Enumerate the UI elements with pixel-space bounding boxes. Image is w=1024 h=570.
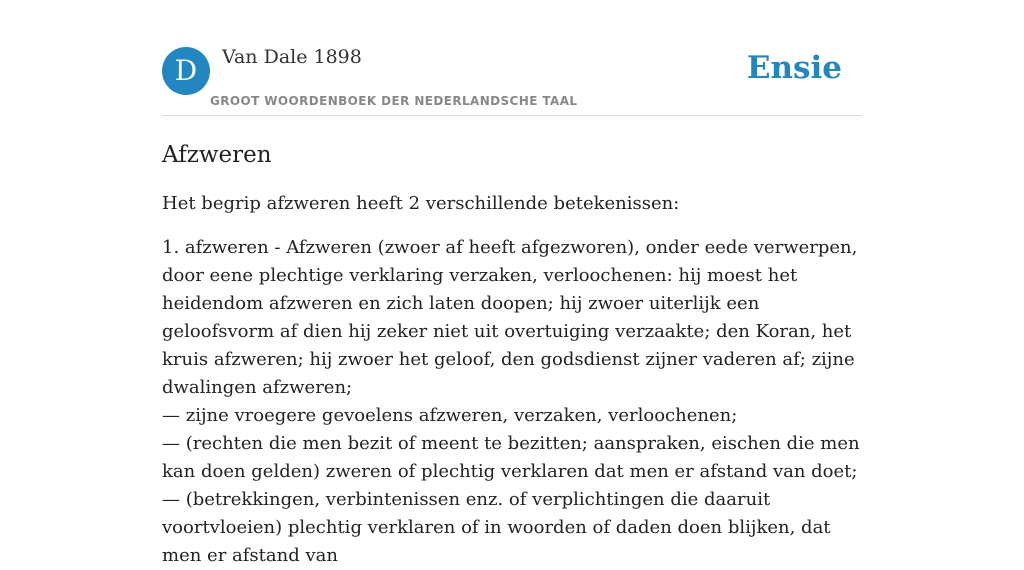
article-intro: Het begrip afzweren heeft 2 verschillende betekenissen: — [162, 193, 680, 214]
definition-text — [162, 234, 862, 570]
definition-line: — (rechten die men bezit of meent te bezitten; aanspraken, eischen die men kan doen gelden) zweren of plechtig verklaren dat men er afstand van doet; — [162, 433, 860, 482]
definition-line: — (betrekkingen, verbintenissen enz. of verplichtingen die daaruit voortvloeien) plechtig verklaren of in woorden of daden doen blijken, dat men er afstand van — [162, 489, 831, 566]
dictionary-subtitle: GROOT WOORDENBOEK DER NEDERLANDSCHE TAAL — [210, 94, 578, 108]
definition-line: 1. afzweren - Afzweren (zwoer af heeft afgezworen), onder eede verwerpen, door eene plechtige verklaring verzaken, verloochenen: hij moest het heidendom afzweren en zich laten doopen; hij zwoer uiterlijk een geloofsvorm af dien hij zeker niet uit overtuiging verzaakte; den Koran, het kruis afzweren; hij zwoer het geloof, den godsdienst zijner vaderen af; zijne dwalingen afzweren; — [162, 237, 858, 398]
site-header — [162, 44, 862, 116]
article-content — [162, 138, 862, 570]
definition-line: — zijne vroegere gevoelens afzweren, verzaken, verloochenen; — [162, 405, 738, 426]
brand-logo[interactable]: Ensie — [746, 50, 842, 86]
dictionary-logo[interactable]: D — [162, 47, 210, 95]
dictionary-title[interactable]: Van Dale 1898 — [222, 46, 362, 68]
page-title: Afzweren — [162, 142, 272, 168]
